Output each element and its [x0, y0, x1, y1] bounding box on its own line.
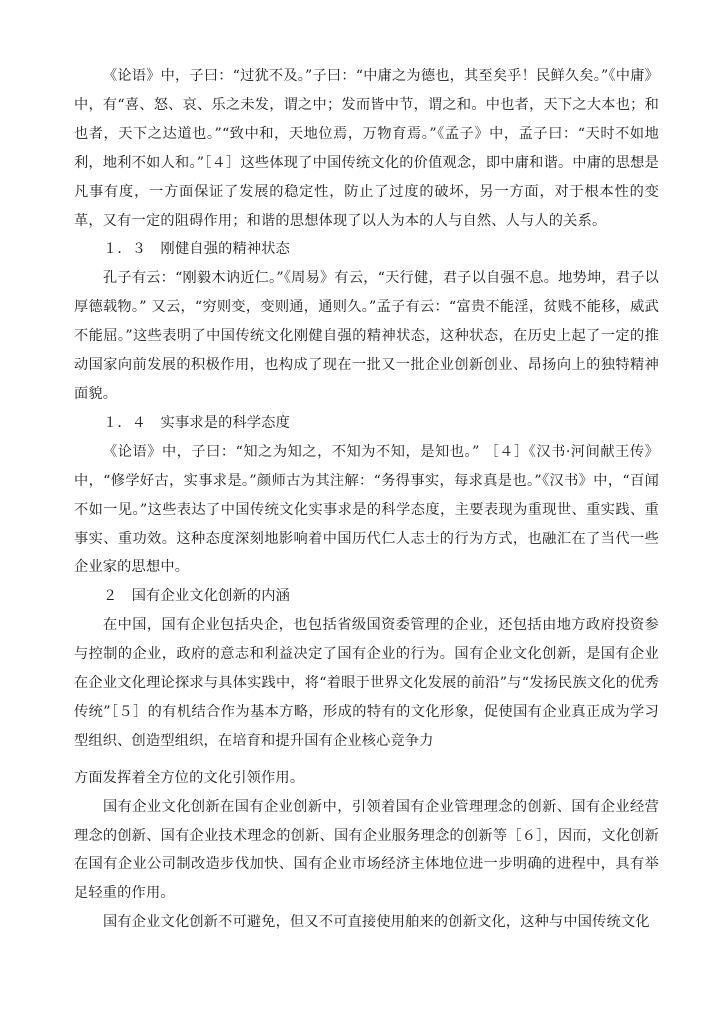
document-page: [74, 62, 659, 937]
section-heading-2: ２ 国有企业文化创新的内涵: [103, 588, 291, 605]
paragraph-culture-innovation-role: 国有企业文化创新在国有企业创新中，引领着国有企业管理理念的创新、国有企业经营理念的创新、国有企业技术理念的创新、国有企业服务理念的创新等［６］，因而，文化创新在国有企业公司制改造步伐加快、国有企业市场经济主体地位进一步明确的进程中，具有举足轻重的作用。: [74, 798, 659, 902]
paragraph-zhongyong-harmony: 《论语》中，子曰：“过犹不及。”子曰：“中庸之为德也，其至矣乎！民鲜久矣。”《中庸》中，有“喜、怒、哀、乐之未发，谓之中；发而皆中节，谓之和。中也者，天下之大本也；和也者，天下之达道也。”“致中和，天地位焉，万物育焉。”《孟子》中，孟子曰：“天时不如地利，地利不如人和。”［４］这些体现了中国传统文化的价值观念，即中庸和谐。中庸的思想是凡事有度，一方面保证了发展的稳定性，防止了过度的破坏，另一方面，对于根本性的变革，又有一定的阻碍作用；和谐的思想体现了以人为本的人与自然、人与人的关系。: [74, 68, 659, 229]
section-heading-1-4: １．４ 实事求是的科学态度: [103, 414, 291, 431]
paragraph-soe-culture-definition: 在中国，国有企业包括央企，也包括省级国资委管理的企业，还包括由地方政府投资参与控制的企业，政府的意志和利益决定了国有企业的行为。国有企业文化创新，是国有企业在企业文化理论探求与具体实践中，将“着眼于世界文化发展的前沿”与“发扬民族文化的优秀传统”［５］的有机结合作为基本方略，形成的特有的文化形象，促使国有企业真正成为学习型组织、创造型组织，在培育和提升国有企业核心竞争力: [74, 617, 659, 749]
paragraph-self-strengthening: 孔子有云：“刚毅木讷近仁。”《周易》有云，“天行健，君子以自强不息。地势坤，君子以厚德载物。” 又云，“穷则变，变则通，通则久。”孟子有云：“富贵不能淫，贫贱不能移，威武不能屈。”这些表明了中国传统文化刚健自强的精神状态，这种状态，在历史上起了一定的推动国家向前发展的积极作用，也构成了现在一批又一批企业创新创业、昂扬向上的独特精神面貌。: [74, 270, 659, 402]
column-break-gap: [74, 756, 659, 764]
section-heading-1-3: １．３ 刚健自强的精神状态: [103, 241, 291, 258]
paragraph-seeking-truth: 《论语》中，子曰：“知之为知之，不知为不知，是知也。” ［４］《汉书·河间献王传》中，“修学好古，实事求是。”颜师古为其注解：“务得事实，每求真是也。”《汉书》中，“百闻不如一见。”这些表达了中国传统文化实事求是的科学态度，主要表现为重现世、重实践、重事实、重功效。这种态度深刻地影响着中国历代仁人志士的行为方式，也融汇在了当代一些企业家的思想中。: [74, 443, 659, 576]
paragraph-continuation: 方面发挥着全方位的文化引领作用。: [74, 769, 305, 786]
paragraph-culture-innovation-unavoidable: 国有企业文化创新不可避免，但又不可直接使用舶来的创新文化，这种与中国传统文化: [103, 914, 650, 931]
